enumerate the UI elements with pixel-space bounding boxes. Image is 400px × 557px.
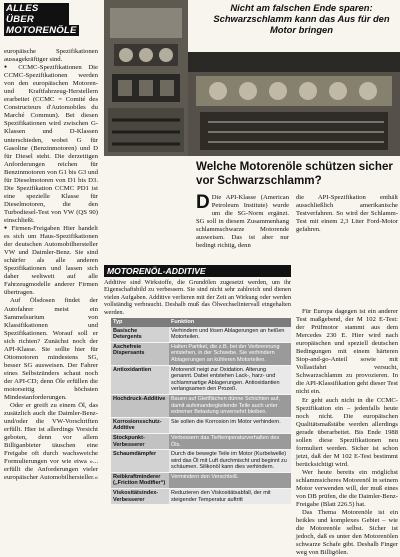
additive-type: Antioxidantien <box>111 365 169 394</box>
additive-function: Vermindern den Verschleiß. <box>169 472 291 488</box>
left-paragraph: Oder er greift zu einem Öl, das zusätzlich auch die Daimler-Benz- und/oder die VW-Vorschriften erfüllt. Hier ist allerdings Vorsicht geboten, denn vor allem Billiganbieter täuschen eine Freigabe oft durch wachsweiche Formulierungen vor wie etwa »... erfüllt die Anforderungen vieler europäischer Automobilhersteller.« <box>4 402 98 482</box>
table-header-row <box>111 318 291 327</box>
additive-box-intro: Additive sind Wirkstoffe, die Grundölen zugesetzt werden, um ihr Eigenschaftsbild zu verbessern. Sie sind nicht sehr zahlreich und dienen vielen Aufgaben. Additive verlieren mit der Zeit an Wirkung oder werden vollständig verbraucht. Deshalb muß das Ölwechselintervall eingehalten werden. <box>104 279 291 316</box>
left-paragraph: ● Firmen-Freigaben Hier handelt es sich um Haus-Spezifikationen der deutschen Automobilhersteller VW und Daimler-Benz. Sie sind schärfer als alle anderen Spezifikationen und lassen sich daher weltweit auf alle Fahrzeugmodelle anderer Firmen übertragen. <box>4 225 98 297</box>
table-row <box>111 417 291 433</box>
additive-type: Aschefreie Dispersants <box>111 342 169 365</box>
column-header-typ: Typ <box>111 318 169 327</box>
additive-type: Basische Detergents <box>111 327 169 343</box>
additive-box-title: MOTORENÖL-ADDITIVE <box>104 265 291 277</box>
left-paragraph: Auf Ölsdosen findet der Autofahrer meist ein Sammelsurium von Klassifikationen und Spezifikationen. Worauf soll er sich richten? Zunächst noch der API-Klasse. Sie sollte hier für Ottomotoren mindestens SG, besser SG ausweisen. Der Fahrer eines Selbstzünders schaut noch der API-CD; denn Öle erfüllen die motorseitig höchsten Mindestanforderungen. <box>4 297 98 402</box>
engine-photo-right <box>188 52 400 156</box>
left-paragraph: europäische Spezifikationen aussagekräftiger sind. <box>4 48 98 64</box>
additive-function: Halten Partikel, die z.B. bei der Verbrennung entstehen, in der Schwebe. Sie verhindern Ablagerungen an kühleren Motorteilen. <box>169 342 291 365</box>
kicker-line-2: MOTORENÖLE <box>6 25 77 36</box>
body-paragraph: Das Thema Motorenöle ist ein heikles und komplexes Gebiet – wie die Motorenöle selbst. Sicher ist jedoch, daß es unter den Motorenölen schwarze Schafe gibt. Deshalb Finger weg von Billigölen. <box>296 509 398 557</box>
table-row <box>111 394 291 417</box>
table-row <box>111 342 291 365</box>
additive-type: Hochdruck-Additive <box>111 394 169 417</box>
additive-function: Sie sollen die Korrosion im Motor verhindern. <box>169 417 291 433</box>
table-row <box>111 327 291 343</box>
body-paragraph: Wer heute bereits ein möglichst schlammsicheres Motorenöl in seinem Motor verwenden will, der muß eines von DB prüfen, die die Daimler-Benz-Freigabe (Blatt 226.5) hat. <box>296 468 398 509</box>
article-headline: Welche Motorenöle schützen sicher vor Schwarzschlamm? <box>196 160 393 187</box>
table-row <box>111 365 291 394</box>
photo-caption: Nicht am falschen Ende sparen: Schwarzschlamm kann das Aus für den Motor bringen <box>213 2 390 35</box>
additive-table <box>111 318 291 505</box>
body-paragraph: Für Europa dagegen ist ein anderer Test maßgebend, der M 102 E-Test: der Prüfmotor stammt aus dem Mercedes 230 E. Hier wird nach europäischen und speziell deutschen Bedingungen mit einem härteren Stop-and-go-Anteil sowie mit Vollastfahrt versucht, Schwarzschlamm zu provozieren. In die API-Klassifikation geht dieser Test nicht ein. <box>296 308 398 396</box>
section-kicker <box>4 3 77 36</box>
left-paragraph: ● CCMC-Spezifikationen Die CCMC-Spezifikationen werden von den europäischen Motoren- und Kraftfahrzeug-Herstellern erarbeitet (CCMC = Comité des Constructeurs d'Automobiles du Marché Commun). Bei diesen Spezifikationen wird zwischen G-Klassen und D-Klassen unterschieden, wobei G für Gasoline (Benzinmotoren) und D für Diesel steht. Die derzeitigen Anforderungen reichen für Benzinmotoren von G1 bis G3 und für Dieselmotoren von D1 bis D3. Die Spezifikation CCMC PD1 ist eine spezielle Klasse für Dieselmotoren, die den Turbodiesel-Test von VW (QS 90) einschließt. <box>4 64 98 225</box>
drop-cap: D <box>196 192 210 213</box>
table-row <box>111 472 291 488</box>
table-row <box>111 489 291 505</box>
additive-function: Verhindern und lösen Ablagerungen an heißen Motorteilen. <box>169 327 291 343</box>
additive-type: Schaumdämpfer <box>111 450 169 473</box>
body-text: Die API-Klasse (American Petroleum Institute) wurde um die SG-Norm ergänzt. SG soll in diesem Zusammenhang schlammschwarze Motorende ausweisen. Das ist aber nur bedingt richtig, denn <box>196 194 289 250</box>
additive-type: Stockpunkt-Verbesserer <box>111 433 169 449</box>
body-paragraph: Er geht auch nicht in die CCMC-Spezifikation ein – jedenfalls heute noch nicht. Die europäischen Qualitätsmaßstäbe werden allerdings gerade überarbeitet. Bis Ende 1988 sollen diese Spezifikationen neu formuliert werden. Sicher ist schon jetzt, daß der M 102 E-Test bestimmt berücksichtigt wird. <box>296 396 398 468</box>
column-header-function: Funktion <box>169 318 291 327</box>
body-column-3: die API-Spezifikation enthält ausschließlich amerikanische Testverfahren. So wird der Schlamm-Test mit einem 2,3 Liter Ford-Motor gefahren. <box>296 194 398 234</box>
additive-type: Reibkraftminderer („Friction Modifier“) <box>111 472 169 488</box>
additive-type: Korrosionsschutz-Additive <box>111 417 169 433</box>
engine-photo-left <box>104 0 188 156</box>
body-column-4 <box>296 308 398 557</box>
additive-function: Durch die bewegte Teile im Motor (Kurbelwelle) wird das Öl mit Luft durchmischt und beginnt zu schäumen. Silikonöl kann dies verhindern. <box>169 450 291 473</box>
kicker-line-1: ALLES ÜBER <box>4 3 69 25</box>
additive-type: Viskositätsindex-Verbesserer <box>111 489 169 505</box>
body-column-2 <box>196 194 289 250</box>
table-row <box>111 450 291 473</box>
table-row <box>111 433 291 449</box>
left-column <box>4 48 98 483</box>
additive-function: Reduzieren den Viskositätsabfall, der mit steigender Temperatur auftritt <box>169 489 291 505</box>
additive-function: Verbessern das Tieftemperaturverhalten des Öls. <box>169 433 291 449</box>
additive-function: Bauen auf Gleitflächen dünne Schichten auf, damit aufeinandergleitende Teile auch unter extremer Belastung unversehrt bleiben. <box>169 394 291 417</box>
additive-function: Motorenöl neigt zur Oxidation. Alterung genannt. Dabei entstehen Lack-, harz- und schlammartige Ablagerungen. Antioxidantien verlangsamen den Prozeß. <box>169 365 291 394</box>
